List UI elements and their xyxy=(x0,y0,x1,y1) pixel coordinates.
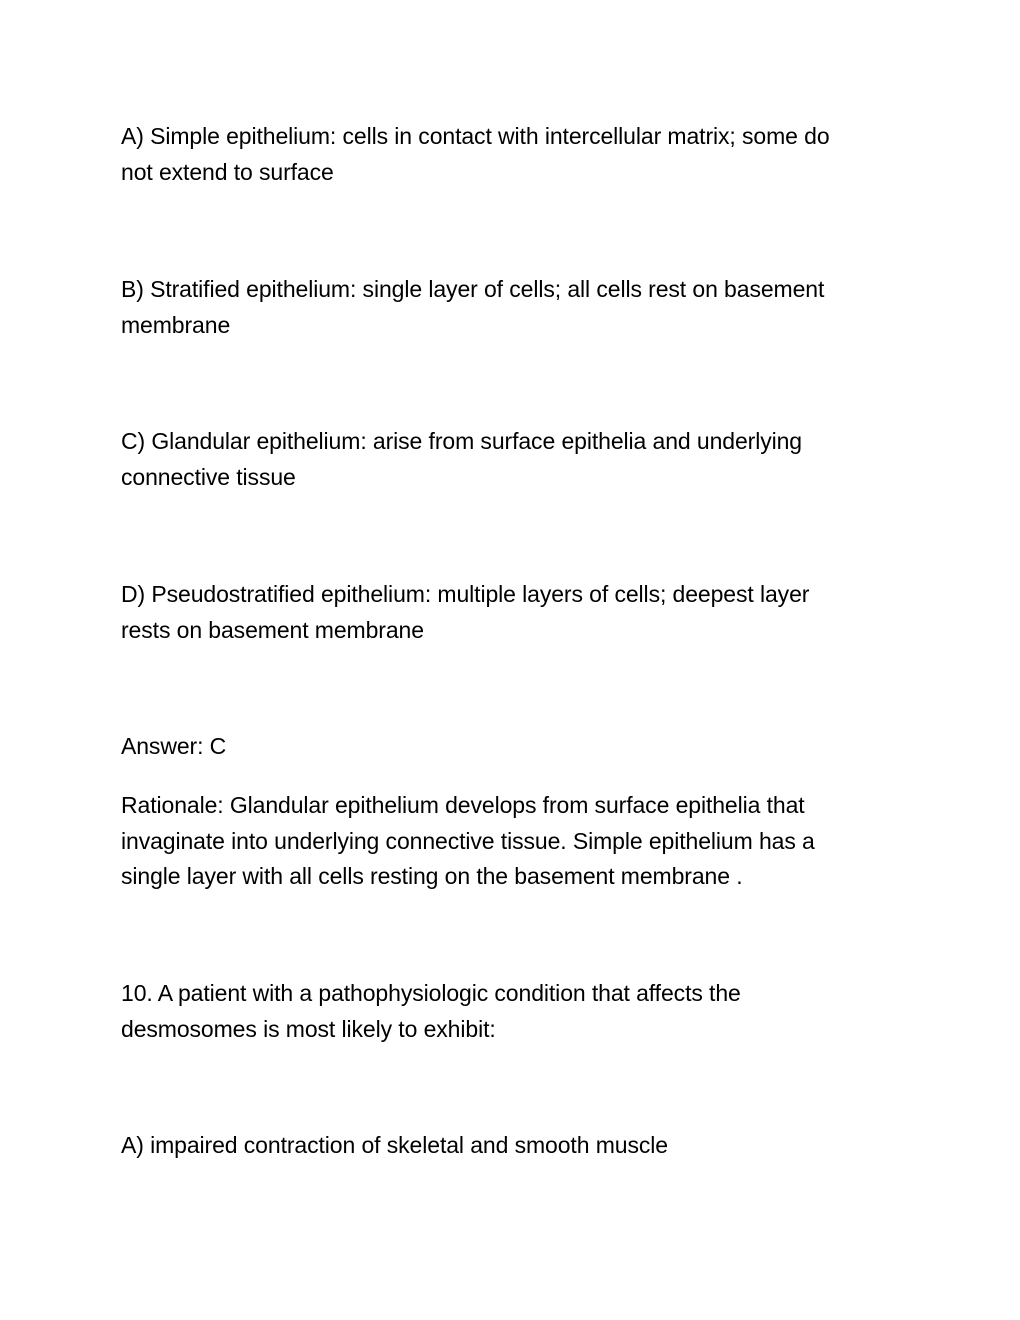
option-b-stratified-epithelium xyxy=(121,272,921,343)
option-b-line-2: membrane xyxy=(121,311,231,338)
option-a-simple-epithelium xyxy=(121,119,921,190)
option-c-glandular-epithelium xyxy=(121,424,921,495)
rationale-paragraph xyxy=(121,788,921,895)
option-a-line-2: not extend to surface xyxy=(121,158,334,185)
option-d-line-2: rests on basement membrane xyxy=(121,616,424,643)
rationale-line-1: Rationale: Glandular epithelium develops from surface epithelia that xyxy=(121,792,805,818)
option-d-line-1: D) Pseudostratified epithelium: multiple layers of cells; deepest layer xyxy=(121,581,810,607)
question-10-line-1: 10. A patient with a pathophysiologic condition that affects the xyxy=(121,980,741,1006)
option-c-line-1: C) Glandular epithelium: arise from surface epithelia and underlying xyxy=(121,428,802,454)
option-b-line-1: B) Stratified epithelium: single layer of cells; all cells rest on basement xyxy=(121,276,825,302)
answer-line: Answer: C xyxy=(121,733,227,759)
question-10 xyxy=(121,976,921,1047)
option-d-pseudostratified-epithelium xyxy=(121,577,921,648)
question-10-option-a: A) impaired contraction of skeletal and smooth muscle xyxy=(121,1132,668,1158)
rationale-line-3: single layer with all cells resting on the basement membrane . xyxy=(121,863,743,889)
question-10-line-2: desmosomes is most likely to exhibit: xyxy=(121,1015,496,1042)
option-c-line-2: connective tissue xyxy=(121,463,296,490)
rationale-line-2: invaginate into underlying connective tissue. Simple epithelium has a xyxy=(121,827,815,854)
option-a-line-1: A) Simple epithelium: cells in contact with intercellular matrix; some do xyxy=(121,123,830,149)
